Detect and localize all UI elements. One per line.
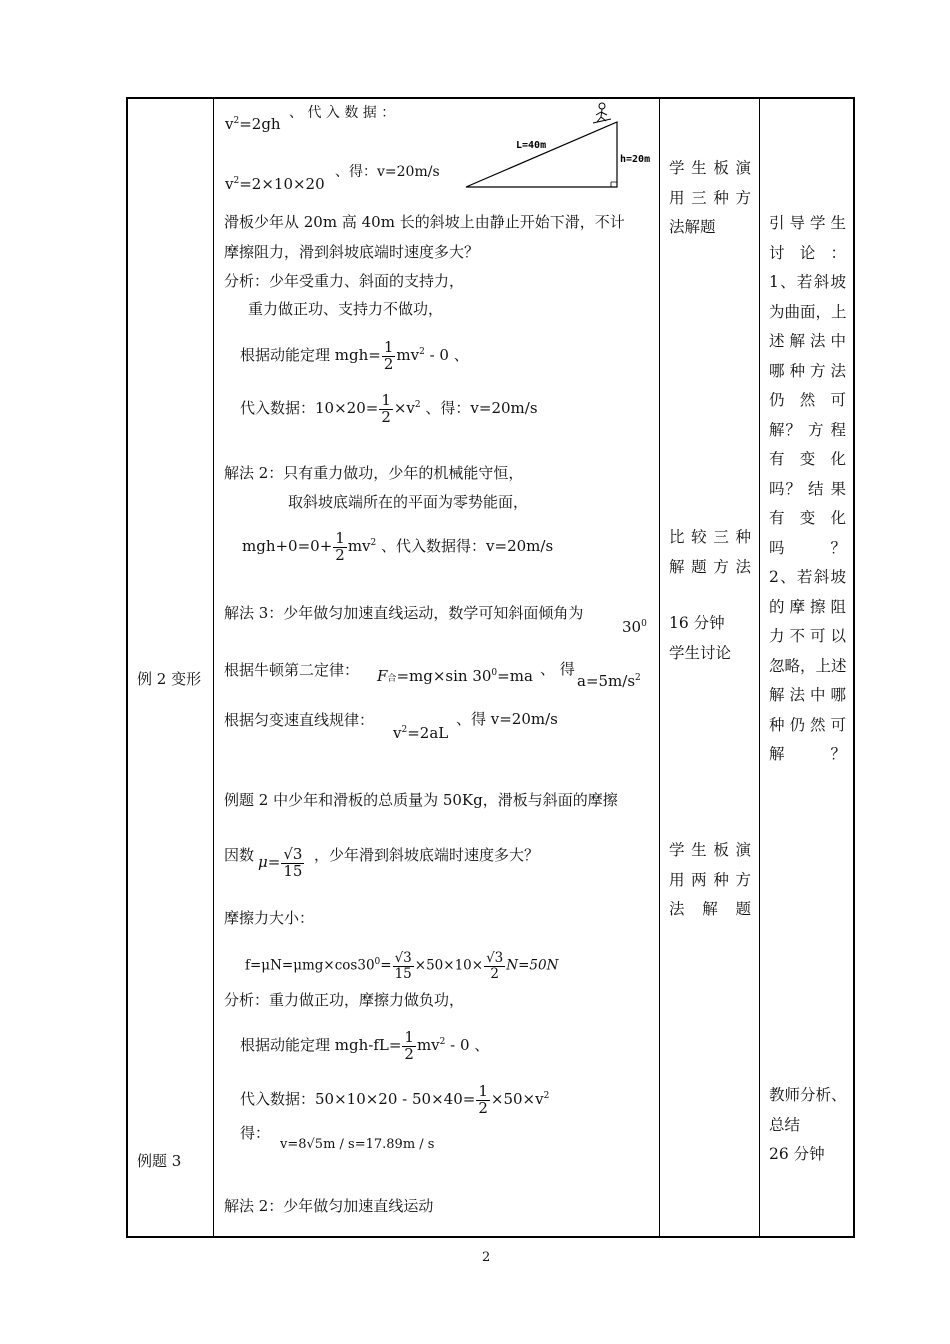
equation-v2-calc: $v^2=2\times 10\times 20$ xyxy=(225,175,325,193)
slope-triangle xyxy=(466,122,617,187)
skater-head xyxy=(599,103,605,109)
kinematics-equation: $v^2=2aL$ xyxy=(393,724,449,742)
problem-line-2: 摩擦阻力，滑到斜坡底端时速度多大？ xyxy=(224,243,480,261)
length-label: L=40m xyxy=(516,140,547,151)
notes-block-2: 教师分析、 总结 26 分钟 xyxy=(769,1086,847,1163)
friction-title: 摩擦力大小： xyxy=(224,909,315,927)
method2-line-1: 解法 2：只有重力做功，少年的机械能守恒， xyxy=(224,464,524,482)
skater-figure xyxy=(593,109,611,123)
example3-theorem: 根据动能定理 mgh-fL= $\frac{1}{2}$ $mv^2 - 0$ 、 xyxy=(240,1027,490,1063)
right-angle-mark xyxy=(611,182,617,187)
example3-result-label: 得： xyxy=(240,1124,271,1142)
analysis-work: 重力做正功、支持力不做功， xyxy=(248,300,444,318)
column-divider xyxy=(213,99,214,1236)
energy-conservation-equation: mgh+0=0+ $\frac{1}{2}$ $mv^2$ 、代入数据得：v=20m/s xyxy=(242,528,554,564)
row-label-example2-variant: 例 2 变形 xyxy=(137,670,202,688)
height-label: h=20m xyxy=(620,154,651,165)
newton-second-law-label: 根据牛顿第二定律： xyxy=(224,661,360,679)
activity-block-1: 学 生 板 演 用 三 种 方 法解题 xyxy=(669,159,751,236)
kinematics-result: 、得 v=20m/s xyxy=(456,710,558,728)
activity-block-3: 16 分钟 学生讨论 xyxy=(669,614,732,662)
activity-block-4: 学 生 板 演 用 两 种 方 法解题 xyxy=(669,841,751,918)
column-divider xyxy=(659,99,660,1236)
angle-30: $30^0$ xyxy=(622,618,647,636)
example3-substitution: 代入数据：50×10×20 - 50×40= $\frac{1}{2}$ $\times 50\times v^2$ xyxy=(240,1081,550,1117)
kinematics-label: 根据匀变速直线规律： xyxy=(224,711,375,729)
example3-line-2b: ，少年滑到斜坡底端时速度多大？ xyxy=(314,846,540,864)
page-number: 2 xyxy=(482,1250,491,1265)
column-divider xyxy=(759,99,760,1236)
example3-line-2a: 因数 xyxy=(224,846,255,864)
substitute-hint: 、 代 入 数 据 ： xyxy=(289,105,396,121)
example3-result: v=8√5m / s=17.89m / s xyxy=(280,1137,435,1152)
analysis-forces: 分析：少年受重力、斜面的支持力， xyxy=(224,272,465,290)
example3-analysis: 分析：重力做正功，摩擦力做负功， xyxy=(224,991,465,1009)
then-label: 、 得 xyxy=(540,660,575,678)
equation-v2-2gh: $v^2=2gh$ xyxy=(225,115,281,133)
method3-line-1: 解法 3：少年做匀加速直线运动，数学可知斜面倾角为 xyxy=(224,604,584,622)
notes-block-1: 引 导 学 生 讨论： 1、若斜坡 为曲面，上 述 解 法 中 哪 种 方 法 仍 然 可 解？ 方 程 有 变 化 吗？ 结 果 有 变 化 吗？ 2、若斜坡 的 摩 擦 阻 力 不 可 以 忽略，上述 解 法 中 哪 种 仍 然 可 解？ xyxy=(769,214,847,763)
kinetic-energy-theorem: 根据动能定理 mgh= $\frac{1}{2}$ $mv^2 - 0$ 、 xyxy=(240,337,469,373)
friction-coefficient: μ= $\frac{√3}{15}$ xyxy=(258,844,303,880)
example3-line-1: 例题 2 中少年和滑板的总质量为 50Kg，滑板与斜面的摩擦 xyxy=(224,791,618,809)
result-v-20: 、得：v=20m/s xyxy=(335,164,440,180)
friction-equation: $f=\mu N=\mu mg\times\cos 30^0=$ $\frac{√3}{15}$ ×50×10× $\frac{√3}{2}$ N=50N xyxy=(245,950,559,982)
newton-equation: F合=mg×sin $30^0=ma$ xyxy=(377,667,533,685)
substitution-1: 代入数据：10×20= $\frac{1}{2}$ $\times v^2$ 、得：v=20m/s xyxy=(240,390,538,426)
row-label-example3: 例题 3 xyxy=(137,1152,182,1170)
slope-diagram xyxy=(462,100,662,192)
acceleration-result: $a=5m/s^2$ xyxy=(577,672,641,690)
example3-method2: 解法 2：少年做匀加速直线运动 xyxy=(224,1197,434,1215)
activity-block-2: 比 较 三 种 解题方法 xyxy=(669,528,751,576)
problem-line-1: 滑板少年从 20m 高 40m 长的斜坡上由静止开始下滑，不计 xyxy=(224,213,625,231)
method2-line-2: 取斜坡底端所在的平面为零势能面， xyxy=(288,493,529,511)
